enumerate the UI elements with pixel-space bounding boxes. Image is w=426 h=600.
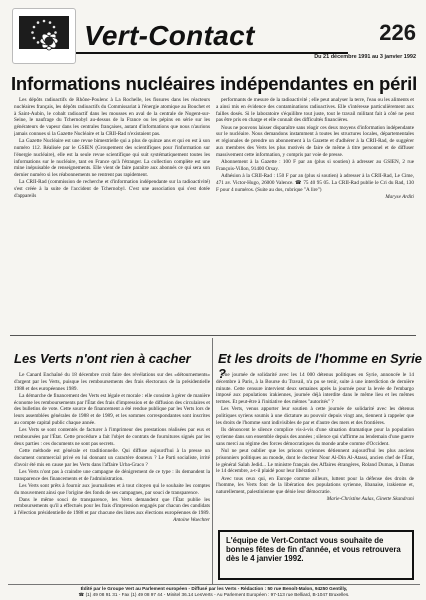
main-article-column-1	[14, 97, 210, 327]
paragraph: Avec tous ceux qui, en Europe comme ailleurs, luttent pour la défense des droits de l'homme, les Verts font de la libération des populations syrienne, libanaise, irakienne et, naturellement, palestinienne que dénie leur démocratie.	[216, 475, 414, 496]
sunflower-icon	[19, 11, 71, 63]
issue-number: 226	[379, 20, 416, 45]
footer-line-1: Édité par le Groupe Vert au Parlement européen - Diffusé par les Verts - Rédaction : 50 rue Benoît-Malon, 94250 Gentilly,	[80, 586, 348, 591]
paragraph: La CRII-Rad (commission de recherche et d'information indépendante sur la radioactivité) s'est créée à la suite de l'accident de Tchernobyl. C'est une association qui s'est dotée d'appareils	[14, 179, 210, 199]
left-article-headline: Les Verts n'ont rien à cacher	[14, 351, 191, 366]
paragraph: Nous ne pouvons laisser disparaître sans réagir ces deux moyens d'information indépendante sur le nucléaire. Nous demandons instamment à toutes les structures locales, départementales et régionales de prendre un abonnement à la Gazette et d'adhérer à la CRII-Rad, de suggérer aux membres des Verts les plus motivés de faire de même à titre personnel et de diffuser massivement cette information, y compris par voie de presse.	[216, 124, 414, 158]
paragraph: Ils dénoncent le silence complice vis-à-vis d'une situation dramatique pour la population syrienne dans son ensemble depuis des années ; silence qui s'affirme au lendemain d'une guerre sans merci au régime des forces démocratiques du monde arabe comme d'Occident.	[216, 427, 414, 447]
holiday-notice-box: L'équipe de Vert-Contact vous souhaite de bonnes fêtes de fin d'année, et vous retrouvera dès le 4 janvier 1992.	[218, 530, 414, 580]
paragraph: Nul ne peut oublier que les prisons syriennes détiennent aujourd'hui les plus anciens prisonniers politiques au monde, dont le docteur Nour Al-Din Al-Atassi, ancien chef de l'État, le général Salah Jedid... Le ministre français des Affaires étrangères, Roland Dumas, à Damas le 14 décembre, a-t-il plaidé pour leur libération ?	[216, 447, 414, 475]
main-article-column-2	[216, 97, 414, 327]
paragraph: La Gazette Nucléaire est une revue bimestrielle qui a plus de quinze ans et qui en est à son numéro 112. Réalisée par le GSIEN (Groupement des scientifiques pour l'information sur l'énergie nucléaire), elle est la seule revue scientifique qui suit systématiquement toutes les informations sur le nucléaire, tant en France qu'à l'étranger. La collection complète est une mine inépuisable de renseignements. Elle vient de faire paraître aux abonnés ce qui sera son dernier numéro si les réabonnements ne rentrent pas rapidement.	[14, 138, 210, 179]
main-headline: Informations nucléaires indépendantes en péril	[10, 73, 418, 94]
right-article-body	[216, 372, 414, 524]
signature: Maryse Arditi	[385, 193, 414, 200]
paragraph: performants de mesure de la radioactivité ; elle peut analyser la terre, l'eau ou les aliments et a ainsi mis en évidence des contaminations radioactives. Elle s'intéresse particulièrement aux failles dosés. Si le laboratoire s'équilibre tout juste, tout le travail militant fait à côté ne peut pas être pris en charge et elle connaît des difficultés financières.	[216, 97, 414, 124]
paragraph: Les Verts se sont contentés de facturer à l'imprimeur des prestations réalisées par eux et remboursées par l'État. Cette procédure a fait l'objet de contrats de fournitures signés par les deux parties : ces documents ne sont pas secrets.	[14, 427, 210, 447]
column-divider	[212, 338, 213, 584]
brand-underline	[76, 52, 348, 54]
issue-date: Du 21 décembre 1991 au 3 janvier 1992	[314, 54, 416, 60]
paragraph: Les dépôts radioactifs de Rhône-Poulenc à La Rochelle, les fissures dans les réacteurs nucléaires français, les dépôts radioactifs du Commissariat à l'énergie atomique au Bouchet et à Saint-Aubin, le cobalt radioactif dans les mousses en aval de la centrale de Nogent-sur-Seine, le naufrage du Tchernobyl au-dessus de la France ou les pépins en série sur les générateurs de vapeur dans les centrales françaises, autant d'informations que nous n'aurions jamais connues si la Gazette Nucléaire et la CRII-Rad n'existaient pas.	[14, 97, 210, 137]
brand-title: Vert-Contact	[84, 20, 255, 51]
paragraph: Les Verts, venus apporter leur soutien à cette journée de solidarité avec les détenus politiques syriens soumis à une dictature au pouvoir depuis vingt ans, tiennent à rappeler que les droits de l'homme sont indivisibles de par et d'autre des mers et des frontières.	[216, 406, 414, 426]
publication-footer	[8, 584, 420, 598]
vert-contact-logo	[12, 8, 76, 64]
left-article-body	[14, 372, 210, 582]
right-article-headline: Et les droits de l'homme en Syrie ?	[218, 351, 422, 381]
paragraph: Une journée de solidarité avec les 14 000 détenus politiques en Syrie, annoncée le 14 décembre à Paris, à la Bourse du Travail, n'a pu se tenir, suite à une interdiction de dernière minute. Cette censure intervient deux semaines après la journée pour la levée de l'embargo imposé aux populations irakiennes, journée déjà interdite dans le même lieu et les mêmes termes. Et peut-être à l'initiative des mêmes "autorités" ?	[216, 372, 414, 406]
signature: Antoine Waechter	[173, 517, 210, 524]
section-divider	[10, 335, 416, 336]
paragraph: La démarche de financement des Verts est légale et morale : elle consiste à gérer de manière économe les remboursements par l'État des frais d'impression et de diffusion des circulaires et des bulletins de vote. Cette source de financement a été rendue publique par les Verts lors de leurs assemblées générales de 1988 et de 1989, et les sommes correspondantes sont inscrites au compte capital public chaque année.	[14, 392, 210, 426]
paragraph: Le Canard Enchaîné du 18 décembre croit faire des révélations sur des «détournements» d'argent par les Verts, puisque les remboursements des frais électoraux de la présidentielle 1988 et des européennes 1989.	[14, 372, 210, 392]
paragraph: Abonnement à la Gazette : 100 F par an (plus si soutien) à adresser au GSIEN, 2 rue François-Villon, 91400 Orsay.	[216, 158, 414, 172]
masthead	[8, 6, 420, 64]
paragraph: Cette méthode est générale et traditionnelle. Qui diffuse aujourd'hui à la presse un document commercial privé en lui donnant un caractère douteux ? Le Parti socialiste, irrité d'avoir été mis en cause par les Verts dans l'affaire Urba-Graco ?	[14, 447, 210, 468]
signature: Marie-Christine Aulas, Ginette Skandrani	[326, 496, 414, 503]
paragraph: Les Verts sont prêts à fournir aux journalistes et à tout citoyen qui le souhaite les comptes du mouvement ainsi que l'origine des fonds de ses campagnes, par souci de transparence.	[14, 482, 210, 496]
paragraph: Dans le même souci de transparence, les Verts demandent que l'État publie les remboursements qu'il a effectués pour les frais d'impression engagés par chacun des candidats à l'élection présidentielle de 1988 et par chacune des listes aux élections européennes de 1989.	[14, 496, 210, 517]
paragraph: Les Verts n'ont pas à craindre une campagne de dénigrement de ce type : ils demandent la transparence des financements et de l'administration.	[14, 468, 210, 482]
footer-line-2: ☎ (1) 49 08 91 31 - Fax (1) 49 08 97 44 - Minitel 36.14 LesVerts - Au Parlement Européen : 97-113 rue Belliard, B-1047 Bruxelles.	[78, 592, 350, 597]
paragraph: Adhésion à la CRII-Rad : 150 F par an (plus si soutien) à adresser à la CRII-Rad, Le Cime, 471 av. Victor-Hugo, 26000 Valence. ☎ 75 40 95 05. La CRII-Rad publie le Cri du Rad, 130 F pour 4 numéros. (Suite au dos, rubrique "A lire")	[216, 172, 414, 193]
